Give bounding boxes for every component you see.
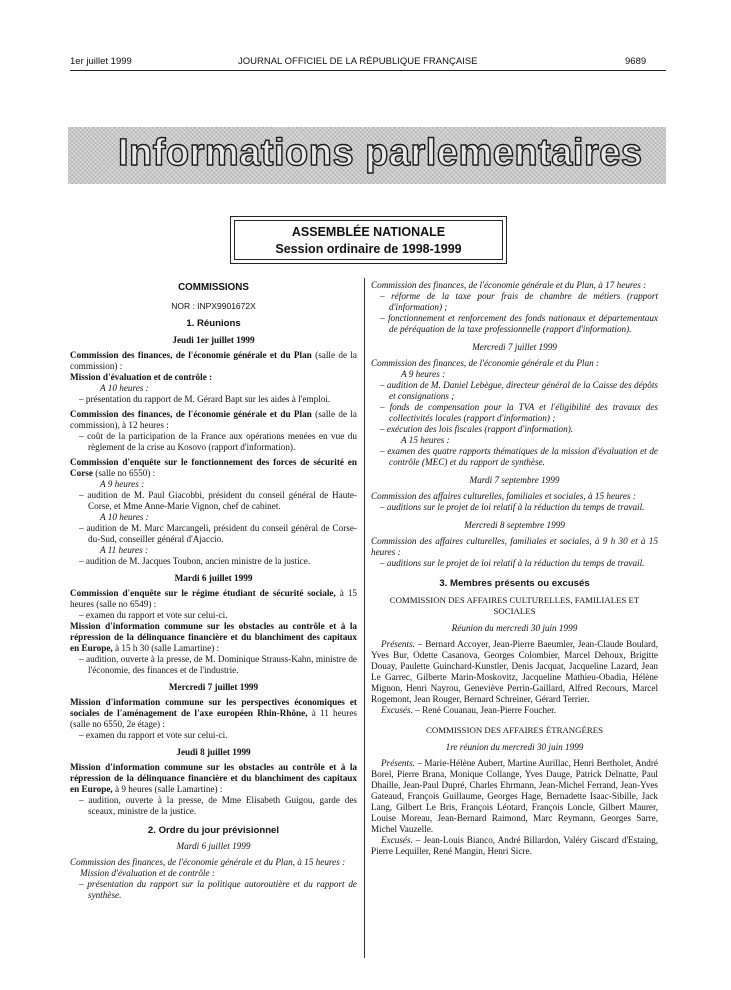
- day-heading: Mardi 7 septembre 1999: [469, 475, 560, 485]
- time-slot: A 11 heures :: [100, 545, 149, 555]
- header-date: 1er juillet 1999: [70, 56, 132, 67]
- day-heading: Mardi 6 juillet 1999: [174, 573, 253, 583]
- page-header: [0, 56, 731, 70]
- agenda-item: – fonds de compensation pour la TVA et l'éligibilité des travaux des collectivités locales (rapport d'information) ;: [380, 402, 658, 423]
- excused-list: – Jean-Louis Bianco, André Billardon, Valéry Giscard d'Estaing, Pierre Lequiller, René Mangin, Henri Sicre.: [371, 835, 659, 856]
- mission-title: Mission d'information commune sur les obstacles au contrôle et à la répression de la délinquance financière et du blanchiment des capitaux en Europe,: [70, 621, 357, 653]
- mission-title: Mission d'information commune sur les perspectives économiques et sociales de l'aménagement de l'axe européen Rhin-Rhône,: [70, 697, 357, 718]
- time-slot: A 9 heures :: [401, 369, 446, 379]
- commission-title: Commission des finances, de l'économie générale et du Plan, à 17 heures :: [371, 280, 647, 290]
- commission-title: Commission des affaires culturelles, familiales et sociales, à 15 heures :: [371, 491, 636, 501]
- agenda-item: – examen des quatre rapports thématiques de la mission d'évaluation et de contrôle (MEC) et du rapport de synthèse.: [380, 446, 658, 467]
- agenda-item: – présentation du rapport de M. Gérard Bapt sur les aides à l'emploi.: [79, 394, 331, 404]
- commission-room: (salle de la commission) :: [70, 350, 358, 371]
- agenda-item: – présentation du rapport sur la politique autoroutière et du rapport de synthèse.: [79, 879, 357, 900]
- commission-room: (salle no 6550) :: [95, 468, 156, 478]
- excused-label: Excusés.: [381, 835, 413, 845]
- commission-title: Commission d'enquête sur le fonctionnement des forces de sécurité en Corse: [70, 457, 357, 478]
- left-column: [70, 280, 357, 901]
- commission-room: à 11 heures (salle no 6550, 2e étage) :: [70, 708, 357, 729]
- present-label: Présents.: [381, 758, 415, 768]
- day-heading: Mardi 6 juillet 1999: [176, 841, 251, 851]
- agenda-item: – examen du rapport et vote sur celui-ci.: [79, 730, 228, 740]
- meeting-heading: 1re réunion du mercredi 30 juin 1999: [445, 742, 584, 752]
- agenda-item: – auditions sur le projet de loi relatif à la réduction du temps de travail.: [380, 558, 645, 568]
- day-heading: Jeudi 8 juillet 1999: [176, 747, 251, 757]
- commission-title: Commission des affaires culturelles, familiales et sociales, à 9 h 30 et à 15 heures :: [371, 536, 658, 557]
- commission-room: (salle de la commission), à 12 heures :: [70, 409, 358, 430]
- day-heading: Mercredi 7 juillet 1999: [168, 682, 259, 692]
- section-banner: [68, 127, 666, 184]
- agenda-item: – audition de M. Marc Marcangeli, président du conseil général de Corse-du-Sud, conseiller général d'Ajaccio.: [79, 523, 357, 544]
- agenda-item: – coût de la participation de la France aux opérations menées en vue du règlement de la crise au Kosovo (rapport d'information).: [79, 431, 357, 452]
- agenda-item: – exécution des lois fiscales (rapport d'information).: [380, 424, 574, 434]
- agenda-item: – auditions sur le projet de loi relatif à la réduction du temps de travail.: [380, 502, 645, 512]
- header-rule: [70, 70, 666, 71]
- commission-room: à 9 heures (salle Lamartine) :: [115, 784, 223, 794]
- agenda-item: – examen du rapport et vote sur celui-ci.: [79, 610, 228, 620]
- commission-title: Commission des finances, de l'économie générale et du Plan: [70, 350, 312, 360]
- day-heading: Mercredi 8 septembre 1999: [464, 520, 565, 530]
- agenda-item: – fonctionnement et renforcement des fonds nationaux et départementaux de péréquation de la taxe professionnelle (rapport d'information).: [380, 313, 658, 334]
- banner-title: Informations parlementaires: [118, 132, 643, 174]
- commission-room: à 15 h 30 (salle Lamartine) :: [115, 643, 220, 653]
- commissions-heading: COMMISSIONS: [178, 282, 249, 293]
- assembly-title: ASSEMBLÉE NATIONALE: [291, 225, 446, 239]
- header-page-number: 9689: [625, 56, 647, 67]
- present-list: – Marie-Hélène Aubert, Martine Aurillac, Henri Bertholet, André Borel, Pierre Brana, Monique Collange, Yves Dauge, Patrick Delnatte, Paul Dhaille, Jean-Paul Dupré, Charles Ehrmann, Jean-Michel Ferrand, Jean-Yves Gateaud, François Guillaume, Georges Hage, Bernadette Isaac-Sibille, Jack Lang, Gilbert Le Bris, François Léotard, François Loncle, Gilbert Maurer, Louise Moreau, Jean-Bernard Raimond, Marc Reymann, Georges Sarre, Michel Vauzelle.: [371, 758, 658, 834]
- commission-name: COMMISSION DES AFFAIRES CULTURELLES, FAMILIALES ET SOCIALES: [389, 595, 640, 616]
- agenda-item: – audition de M. Paul Giacobbi, président du conseil général de Haute-Corse, et Mme Anne-Marie Vignon, chef de cabinet.: [79, 490, 357, 511]
- commission-title: Commission des finances, de l'économie générale et du Plan: [70, 409, 312, 419]
- agenda-item: – audition de M. Jacques Toubon, ancien ministre de la justice.: [79, 556, 311, 566]
- excused-list: – René Couanau, Jean-Pierre Foucher.: [415, 705, 557, 715]
- mission-title: Mission d'évaluation et de contrôle :: [70, 372, 213, 382]
- assembly-session: Session ordinaire de 1998-1999: [275, 242, 462, 256]
- agenda-item: – audition, ouverte à la presse, de Mme Elisabeth Guigou, garde des sceaux, ministre de la justice.: [79, 795, 357, 816]
- mission-title: Mission d'information commune sur les obstacles au contrôle et à la répression de la délinquance financière et du blanchiment des capitaux en Europe,: [70, 762, 357, 794]
- time-slot: A 9 heures :: [100, 479, 145, 489]
- commission-title: Commission des finances, de l'économie générale et du Plan, à 15 heures :: [70, 857, 346, 867]
- agenda-item: – audition, ouverte à la presse, de M. Dominique Strauss-Kahn, ministre de l'économie, des finances et de l'industrie.: [79, 654, 357, 675]
- nor-reference: NOR : INPX9901672X: [171, 301, 256, 311]
- time-slot: A 15 heures :: [401, 435, 450, 445]
- assembly-box-inner: [234, 220, 503, 260]
- meeting-heading: Réunion du mercredi 30 juin 1999: [451, 623, 578, 633]
- section-ordre-du-jour: 2. Ordre du jour prévisionnel: [147, 825, 280, 836]
- commission-name: COMMISSION DES AFFAIRES ÉTRANGÈRES: [425, 725, 604, 735]
- commission-title: Commission des finances, de l'économie générale et du Plan :: [371, 358, 600, 368]
- present-list: – Bernard Accoyer, Jean-Pierre Baeumler, Jean-Claude Boulard, Yves Bur, Odette Casanova, Georges Colombier, Marcel Dehoux, Brigitte Douay, Paulette Guinchard-Kunstler, Denis Jacquat, Jacqueline Lazard, Jean Le Garrec, Gilberte Marin-Moskovitz, Jacqueline Mathieu-Obadia, Hélène Mignon, Henri Nayrou, Geneviève Perrin-Gaillard, Alfred Recours, Marcel Rogemont, Jean Rouger, Bernard Schreiner, Gérard Terrier.: [371, 639, 658, 704]
- excused-label: Excusés.: [381, 705, 413, 715]
- day-heading: Jeudi 1er juillet 1999: [172, 335, 255, 345]
- present-label: Présents.: [381, 639, 415, 649]
- time-slot: A 10 heures :: [100, 383, 149, 393]
- column-divider: [364, 278, 365, 958]
- mission-title: Mission d'évaluation et de contrôle :: [80, 868, 215, 878]
- section-reunions: 1. Réunions: [186, 318, 241, 329]
- right-column: [371, 280, 658, 857]
- agenda-item: – audition de M. Daniel Lebègue, directeur général de la Caisse des dépôts et consignations ;: [380, 380, 658, 401]
- header-journal-title: JOURNAL OFFICIEL DE LA RÉPUBLIQUE FRANÇAISE: [238, 56, 478, 67]
- agenda-item: – réforme de la taxe pour frais de chambre de métiers (rapport d'information) ;: [380, 291, 658, 312]
- day-heading: Mercredi 7 juillet 1999: [472, 342, 557, 352]
- commission-room: à 15 heures (salle no 6549) :: [70, 588, 358, 609]
- time-slot: A 10 heures :: [100, 512, 149, 522]
- assembly-box: [230, 216, 507, 264]
- section-membres: 3. Membres présents ou excusés: [439, 578, 590, 589]
- commission-title: Commission d'enquête sur le régime étudiant de sécurité sociale,: [70, 588, 336, 598]
